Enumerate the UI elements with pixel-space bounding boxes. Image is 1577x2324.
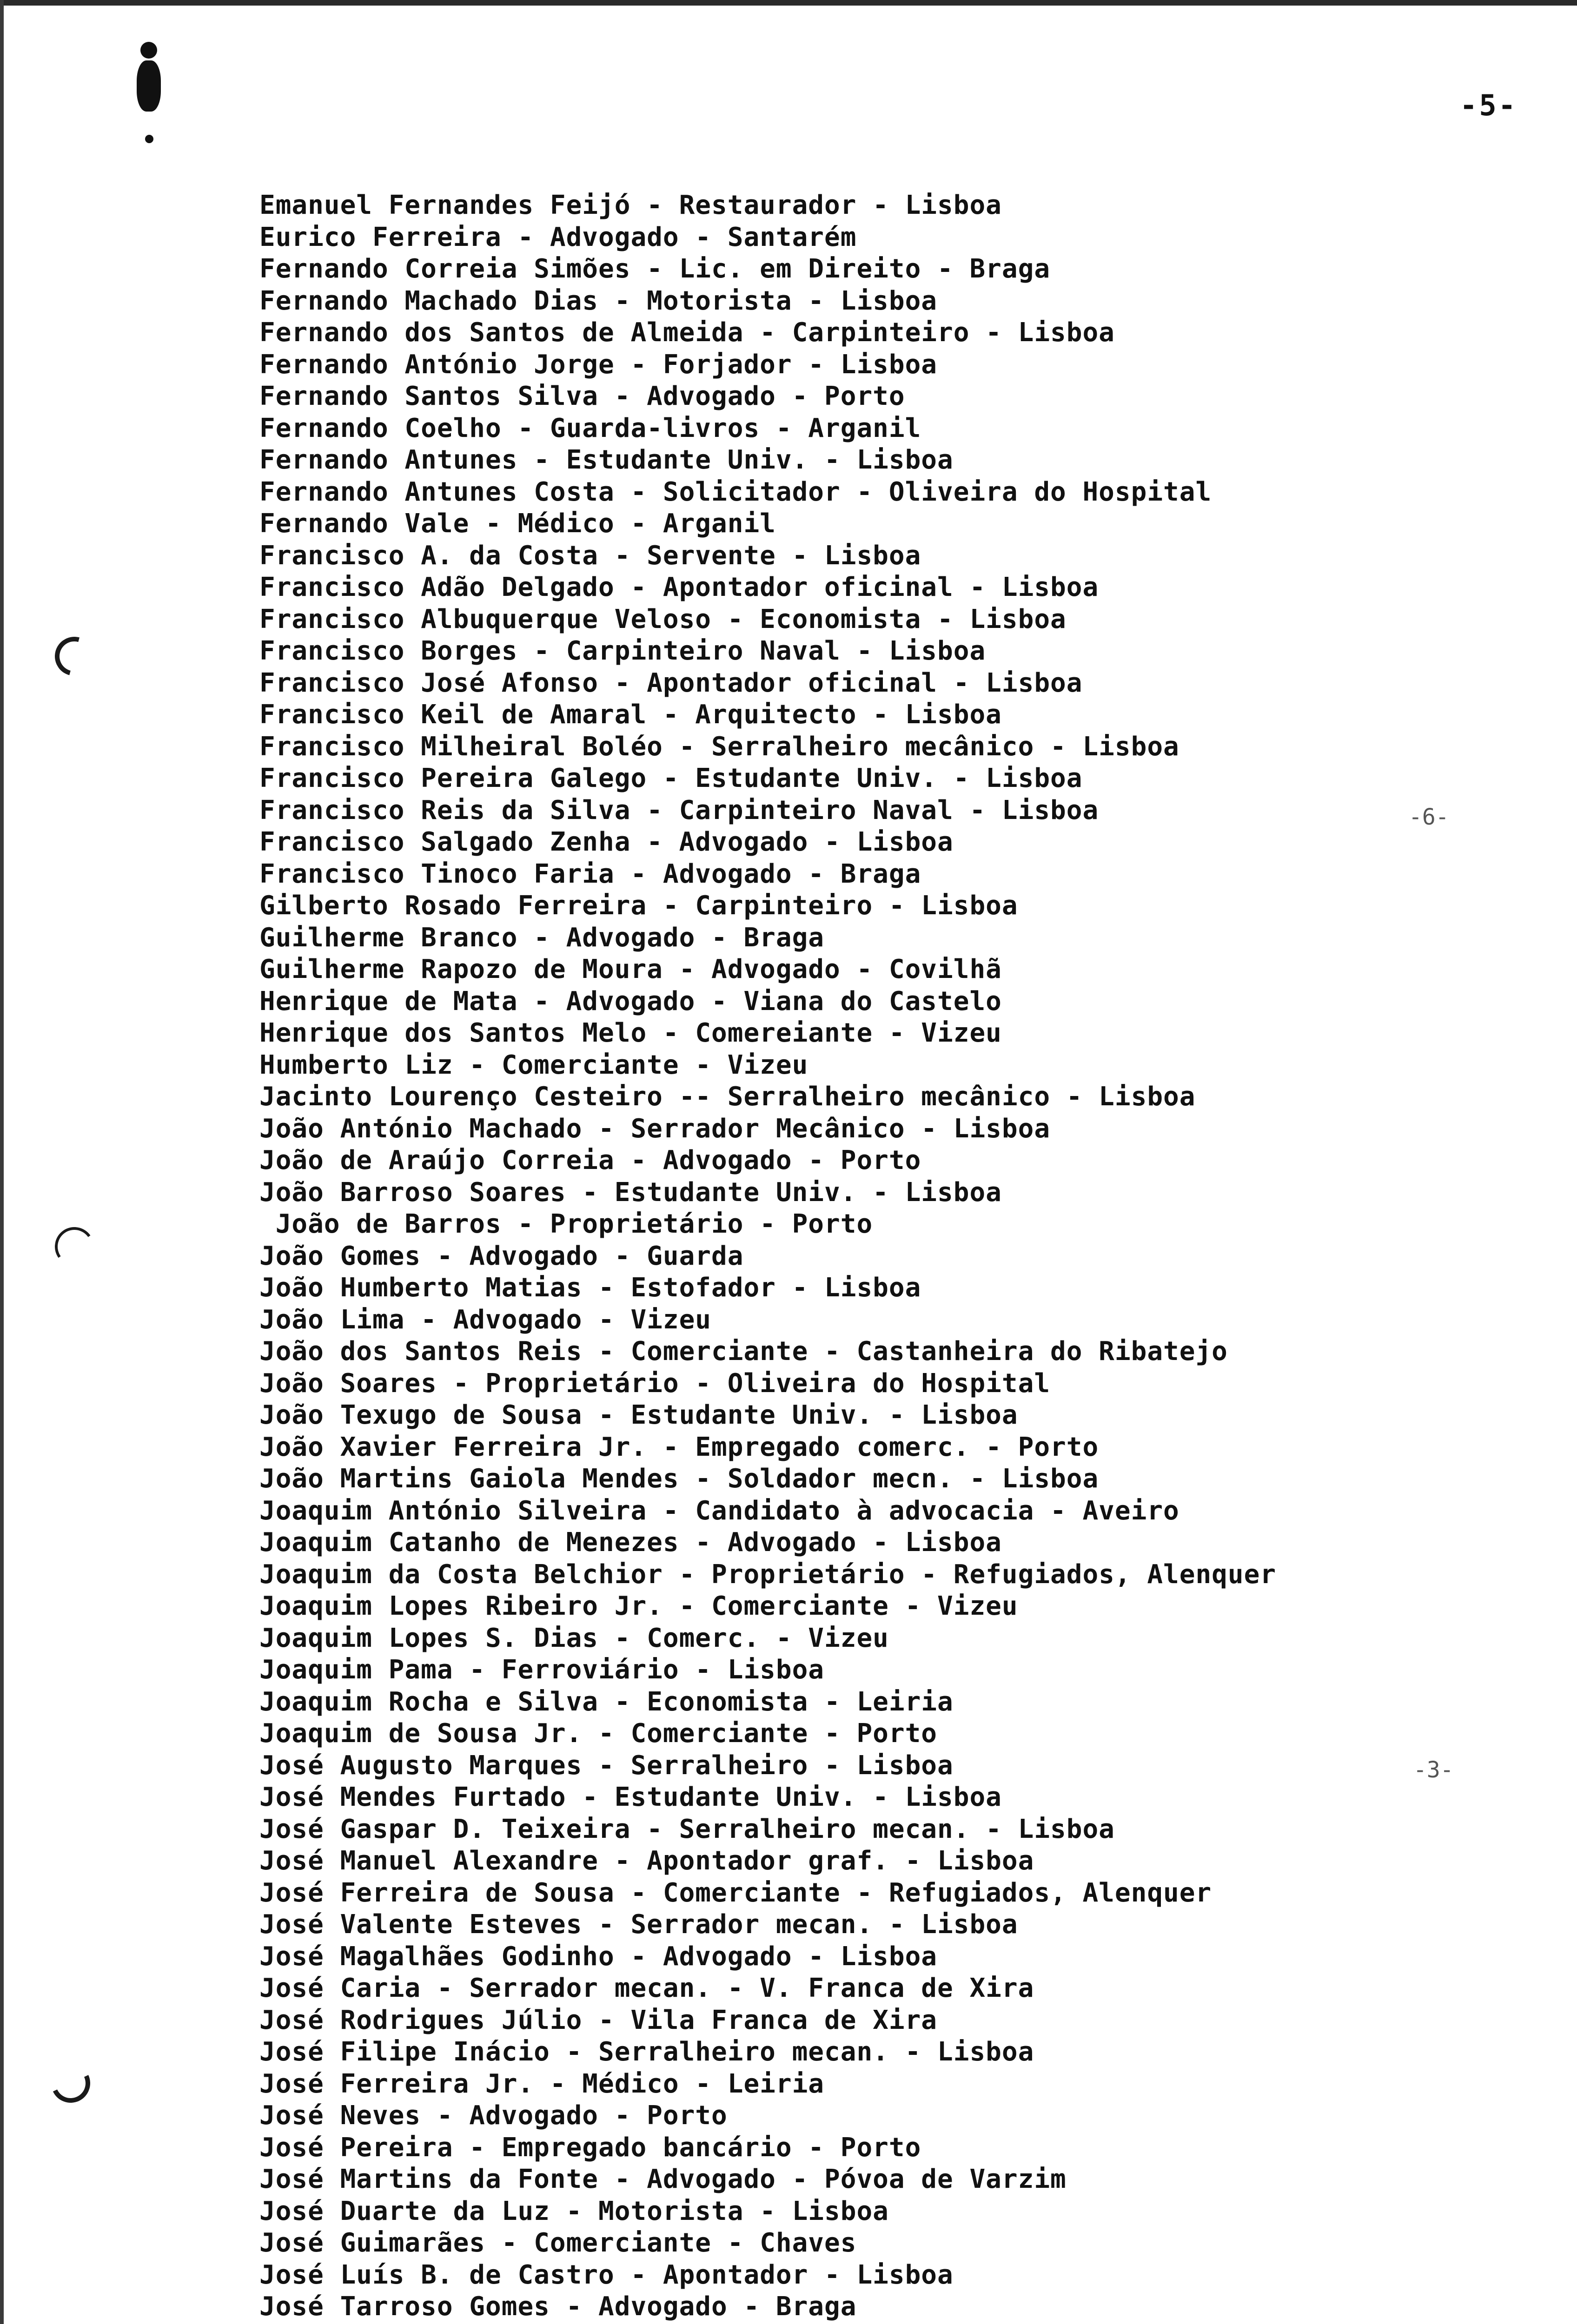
list-item: Fernando Machado Dias - Motorista - Lisboa [259, 285, 938, 316]
list-item: Joaquim Catanho de Menezes - Advogado - Lisboa [259, 1527, 1002, 1558]
list-item: José Luís B. de Castro - Apontador - Lisboa [259, 2259, 954, 2290]
margin-mark: -3- [1413, 1757, 1454, 1783]
list-item: Joaquim Lopes Ribeiro Jr. - Comerciante - Vizeu [259, 1591, 1018, 1621]
list-item: Jacinto Lourenço Cesteiro -- Serralheiro mecânico - Lisboa [259, 1082, 1196, 1112]
list-item: Guilherme Rapozo de Moura - Advogado - Covilhã [259, 954, 1002, 984]
list-item: Joaquim Pama - Ferroviário - Lisboa [259, 1655, 825, 1685]
list-item: José Filipe Inácio - Serralheiro mecan. - Lisboa [259, 2037, 1034, 2067]
list-item: João Soares - Proprietário - Oliveira do Hospital [259, 1368, 1051, 1399]
list-item: João de Barros - Proprietário - Porto [259, 1209, 873, 1239]
page-number: -5- [1460, 88, 1517, 122]
list-item: Francisco A. da Costa - Servente - Lisboa [259, 540, 921, 571]
list-item: José Tarroso Gomes - Advogado - Braga [259, 2291, 857, 2322]
list-item: Francisco Albuquerque Veloso - Economista - Lisboa [259, 604, 1067, 634]
list-item: José Gaspar D. Teixeira - Serralheiro mecan. - Lisboa [259, 1814, 1115, 1844]
list-item: José Ferreira de Sousa - Comerciante - Refugiados, Alenquer [259, 1877, 1212, 1908]
list-item: João António Machado - Serrador Mecânico - Lisboa [259, 1113, 1051, 1144]
list-item: Francisco Adão Delgado - Apontador oficinal - Lisboa [259, 572, 1099, 602]
list-item: Emanuel Fernandes Feijó - Restaurador - Lisboa [259, 190, 1002, 220]
list-item: José Augusto Marques - Serralheiro - Lisboa [259, 1750, 954, 1781]
list-item: Francisco Borges - Carpinteiro Naval - Lisboa [259, 636, 986, 666]
name-list [259, 190, 1552, 2324]
list-item: João Barroso Soares - Estudante Univ. - Lisboa [259, 1177, 1002, 1208]
list-item: Francisco Reis da Silva - Carpinteiro Naval - Lisboa [259, 795, 1099, 825]
list-item: José Magalhães Godinho - Advogado - Lisboa [259, 1941, 938, 1972]
list-item: Joaquim Rocha e Silva - Economista - Leiria [259, 1686, 954, 1717]
list-item: Gilberto Rosado Ferreira - Carpinteiro - Lisboa [259, 891, 1018, 921]
punch-hole-icon [46, 2058, 96, 2108]
list-item: José Manuel Alexandre - Apontador graf. - Lisboa [259, 1846, 1034, 1876]
list-item: Francisco Salgado Zenha - Advogado - Lisboa [259, 827, 954, 857]
margin-mark: -6- [1409, 804, 1449, 830]
list-item: Guilherme Branco - Advogado - Braga [259, 922, 825, 953]
list-item: José Ferreira Jr. - Médico - Leiria [259, 2068, 825, 2099]
list-item: Joaquim de Sousa Jr. - Comerciante - Porto [259, 1718, 938, 1749]
list-item: Humberto Liz - Comerciante - Vizeu [259, 1050, 808, 1080]
list-item: Fernando Antunes - Estudante Univ. - Lisboa [259, 445, 954, 475]
list-item: Fernando Correia Simões - Lic. em Direito - Braga [259, 254, 1051, 284]
list-item: João Gomes - Advogado - Guarda [259, 1241, 744, 1271]
list-item: João Martins Gaiola Mendes - Soldador mecn. - Lisboa [259, 1464, 1099, 1494]
list-item: João Humberto Matias - Estofador - Lisboa [259, 1273, 921, 1303]
top-border-line [0, 0, 1577, 6]
list-item: José Pereira - Empregado bancário - Porto [259, 2132, 921, 2163]
punch-hole-icon [48, 630, 101, 683]
list-item: Joaquim Lopes S. Dias - Comerc. - Vizeu [259, 1623, 889, 1653]
punch-hole-icon [52, 1224, 97, 1269]
list-item: José Rodrigues Júlio - Vila Franca de Xira [259, 2005, 938, 2035]
list-item: Francisco José Afonso - Apontador oficinal - Lisboa [259, 667, 1083, 698]
list-item: João Texugo de Sousa - Estudante Univ. - Lisboa [259, 1400, 1018, 1430]
list-item: João dos Santos Reis - Comerciante - Castanheira do Ribatejo [259, 1336, 1228, 1367]
list-item: José Guimarães - Comerciante - Chaves [259, 2228, 857, 2258]
list-item: Fernando dos Santos de Almeida - Carpinteiro - Lisboa [259, 317, 1115, 348]
list-item: João Xavier Ferreira Jr. - Empregado comerc. - Porto [259, 1432, 1099, 1462]
list-item: Henrique de Mata - Advogado - Viana do Castelo [259, 986, 1002, 1017]
list-item: José Caria - Serrador mecan. - V. Franca de Xira [259, 1973, 1034, 2003]
list-item: Fernando Coelho - Guarda-livros - Arganil [259, 413, 921, 443]
list-item: José Valente Esteves - Serrador mecan. - Lisboa [259, 1909, 1018, 1940]
list-item: José Martins da Fonte - Advogado - Póvoa de Varzim [259, 2164, 1067, 2194]
list-item: Francisco Tinoco Faria - Advogado - Braga [259, 858, 921, 889]
list-item: José Mendes Furtado - Estudante Univ. - Lisboa [259, 1782, 1002, 1812]
list-item: José Duarte da Luz - Motorista - Lisboa [259, 2196, 889, 2226]
list-item: João de Araújo Correia - Advogado - Porto [259, 1145, 921, 1175]
list-item: Henrique dos Santos Melo - Comereiante - Vizeu [259, 1018, 1002, 1048]
list-item: Fernando Santos Silva - Advogado - Porto [259, 381, 905, 411]
list-item: Fernando Antunes Costa - Solicitador - Oliveira do Hospital [259, 476, 1212, 507]
list-item: Eurico Ferreira - Advogado - Santarém [259, 222, 857, 252]
list-item: Fernando Vale - Médico - Arganil [259, 508, 776, 539]
list-item: Fernando António Jorge - Forjador - Lisboa [259, 349, 938, 380]
list-item: Joaquim da Costa Belchior - Proprietário - Refugiados, Alenquer [259, 1559, 1277, 1590]
list-item: João Lima - Advogado - Vizeu [259, 1304, 712, 1335]
list-item: José Neves - Advogado - Porto [259, 2100, 728, 2131]
list-item: Joaquim António Silveira - Candidato à advocacia - Aveiro [259, 1495, 1179, 1526]
list-item: Francisco Pereira Galego - Estudante Univ. - Lisboa [259, 763, 1083, 793]
list-item: Francisco Milheiral Boléo - Serralheiro mecânico - Lisboa [259, 731, 1179, 762]
binder-clip-icon [135, 42, 163, 149]
list-item: Francisco Keil de Amaral - Arquitecto - Lisboa [259, 700, 1002, 730]
left-border-line [0, 0, 4, 2324]
